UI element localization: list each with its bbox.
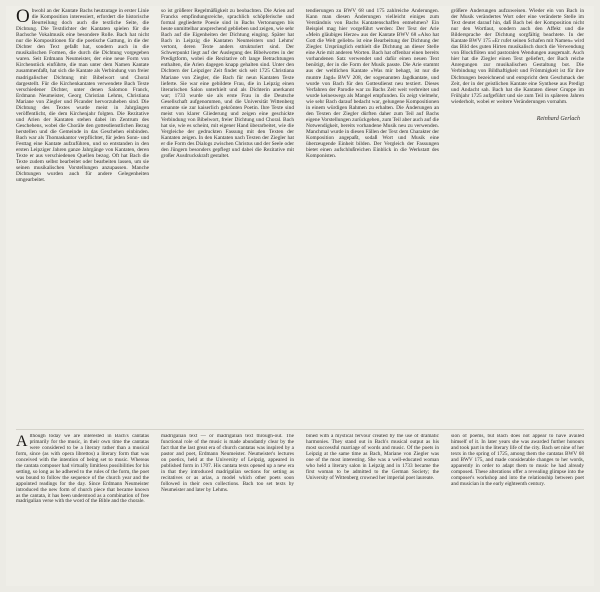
german-col3-text: tendierungen zu BWV 68 und 175 zahlreiche Änderungen. Kann man diesen Änderungen vielleicht einiges zum Verständnis von Bachs Kantatenschaffen entnehmen? Ein Beispiel mag hier vorgeführt werden: Der Text der Arie »Mein gläubiges Herze« aus der Kantate BWV 68 »Also hat Gott die Welt geliebt« ist eine Bearbeitung der Dichtung der Ziegler. Ursprünglich enthielt die Dichtung an dieser Stelle eine Arie mit anderen Worten. Bach hat offenbar einen bereits vorhandenen Satz verwendet und dafür einen neuen Text benötigt, der in die Form der Musik passte. Die Arie stammt aus der weltlichen Kantate »Was mir behagt, ist nur die muntre Jagd« BWV 208, der sogenannten Jagdkantate, und wurde von Bach für den Gottesdienst neu textiert. Dieses Verfahren der Parodie war zu Bachs Zeit weit verbreitet und wurde keineswegs als Mangel empfunden. Es zeigt vielmehr, wie sehr Bach darauf bedacht war, gelungene Kompositionen in einem würdigen Rahmen zu erhalten. Die Änderungen an den Texten der Ziegler dürften daher zum Teil auf Bachs eigene Vorstellungen zurückgehen, zum Teil aber auch auf die Notwendigkeit, bereits vorhandene Musik neu zu verwenden. Manchmal wurde in diesen Fällen der Text dem Charakter der Komposition angepaßt, sodaß Wort und Musik eine überzeugende Einheit bilden. Der Vergleich der Fassungen bietet einen aufschlußreichen Einblick in die Werkstatt des Komponisten. <box>306 8 439 160</box>
german-text-section <box>16 8 584 426</box>
german-col2-text: so ist größerer Regelmäßigkeit zu beobachten. Die Arien auf Francks empfindungsreiche, sprachlich schöpferische und formal gegliederte Poesie sind in Bachs Vertonungen bis heute unmittelbar ansprechend geblieben und zeigen, wie sehr Bach auf die Eigenheiten der Dichtung einging. Später hat Bach in Leipzig die Kantaten Neumeisters und Lehms' vertont, deren Texte anders strukturiert sind. Der Schwerpunkt liegt auf der Auslegung des Bibelwortes in der Predigtform, wobei die Rezitative oft lange Betrachtungen enthalten, die Arien dagegen knapp gehalten sind. Unter den Dichtern der Leipziger Zeit findet sich seit 1725 Christiana Mariane von Ziegler, die Bach für neun Kantaten Texte lieferte. Sie war eine gebildete Frau, die in Leipzig einen literarischen Salon unterhielt und als Dichterin anerkannt war; 1733 wurde sie als erste Frau in die Deutsche Gesellschaft aufgenommen, und die Universität Wittenberg ernannte sie zur kaiserlich gekrönten Poetin. Ihre Texte sind meist von klarer Gliederung und zeigen eine geschickte Verbindung von Bibelwort, freier Dichtung und Choral. Bach hat sie, wie es scheint, mit eigener Hand überarbeitet, wie die Vergleiche der gedruckten Fassung mit den Texten der Kantaten zeigen. In den Kantaten nach Texten der Ziegler hat er die Form des Dialogs zwischen Christus und der Seele oder den Jüngern besonders gepflegt und dabei die Rezitative mit großer Ausdruckskraft gestaltet. <box>161 8 294 160</box>
dropcap-a: A <box>16 434 28 450</box>
german-col4-text: größere Änderungen aufzuweisen. Wieder ein von Bach in der Musik verändertes Wort oder eine veränderte Stelle im Text deutet darauf hin, daß Bach bei der Komposition nicht nur den Wortlaut, sondern auch den Affekt und die Bildersprache der Dichtung sorgfältig beachtete. In der Kantate BWV 175 »Er rufet seinen Schafen mit Namen« wird das Bild des guten Hirten musikalisch durch die Verwendung von Blockflöten und pastoralen Wendungen ausgemalt. Auch hier hat die Ziegler einen Text geliefert, der Bach reiche Anregungen zur musikalischen Gestaltung bot. Die Verbindung von Bildhaftigkeit und Frömmigkeit ist für ihre Dichtungen bezeichnend und entspricht dem Geschmack der Zeit, der in der geistlichen Kantate eine Synthese aus Predigt und Andacht sah. Bach hat die Kantaten dieser Gruppe im Frühjahr 1725 aufgeführt und sie zum Teil in späteren Jahren wiederholt, wobei er weitere Veränderungen vornahm. <box>451 8 584 105</box>
english-col3-text: bined with a mystical fervour created by the use of dramatic harmonies. They stand out in Bach's musical output as his most successful marriage of words and music. Of the poets in Leipzig at the same time as Bach, Mariane von Ziegler was one of the most interesting. She was a well-educated woman who held a literary salon in Leipzig and in 1733 became the first woman to be admitted to the German Society; the University of Wittenberg crowned her imperial poet laureate. <box>306 434 439 481</box>
english-col1-text: lthough today we are interested in Bach's cantatas primarily for the music, in their own time the cantatas were considered to be a literary rather than a musical form, since (as with opera librettos) a literary form that was conceived with the intention of being set to music. Whereas the cantata composer had virtually limitless possibilities for his setting, so long as he adhered to the rules of the form, the poet was bound to follow the sequence of the church year and the appointed readings for the day. Since Erdmann Neumeister introduced the new form of church piece that became known as the cantata, it has been understood as a combination of free madrigalian verse with the word of the Bible and the chorale. <box>16 434 149 505</box>
english-column-2 <box>161 434 294 584</box>
dropcap-o: O <box>16 8 30 27</box>
english-column-3 <box>306 434 439 584</box>
english-col4-text: sion of poems, but Bach does not appear to have availed himself of it. In later years she was awarded further honours and took part in the literary life of the city. Bach set nine of her texts in the spring of 1725, among them the cantatas BWV 68 and BWV 175, and made considerable changes to her words, apparently in order to adapt them to music he had already composed. These alterations offer a revealing glimpse into the composer's workshop and into the relationship between poet and musician in the early eighteenth century. <box>451 434 584 487</box>
german-column-2 <box>161 8 294 426</box>
german-column-4 <box>451 8 584 426</box>
english-text-section <box>16 434 584 584</box>
german-column-1 <box>16 8 149 426</box>
german-col1-text: bwohl an der Kantate Bachs heutzutage in erster Linie die Komposition interessiert, erfordert die historische Beurteilung doch auch die textliche Seite, die Dichtung. Die Textdichter der Kantaten spielen für die Bachsche Vokalmusik eine besondere Rolle. Bach hat nicht nur die Kompositionen für die poetische Gattung, in die der Dichter den Text gefaßt hat, sondern auch in die musikalischen Formen, die durch die Dichtung vorgegeben waren. Seit Erdmann Neumeister, der eine neue Form von Kirchenstück einführte, die man unter dem Namen Kantate zusammenfaßt, hat sich die Kantate als Verbindung von freier madrigalischer Dichtung mit Bibelwort und Choral dargestellt. Für die Kirchenkantaten verwendete Bach Texte verschiedener Dichter, unter denen Salomon Franck, Erdmann Neumeister, Georg Christian Lehms, Christiana Mariane von Ziegler und Picander hervorzuheben sind. Die Dichtung des Textes wurde meist in Jahrgängen veröffentlicht, die dem Kirchenjahr folgten. Die Rezitative und Arien der Kantaten stehen dabei im Zentrum des Geschehens, wobei die Choräle den gottesdienstlichen Bezug herstellen und die Gemeinde in das Geschehen einbinden. Bach war als Thomaskantor verpflichtet, für jeden Sonn- und Festtag eine Kantate aufzuführen, und so entstanden in den ersten Leipziger Jahren ganze Jahrgänge von Kantaten, deren Texte er aus verschiedenen Quellen bezog. Oft hat Bach die Texte zudem selbst bearbeitet oder bearbeiten lassen, um sie seinen musikalischen Vorstellungen anzupassen. Manche Dichtungen wurden auch für andere Gelegenheiten umgearbeitet. <box>16 8 149 184</box>
section-divider <box>16 429 584 430</box>
liner-notes-page <box>6 6 594 586</box>
english-column-4 <box>451 434 584 584</box>
english-col2-text: madrigalian text — or madrigalian text through-out. The functional role of the music is made abundantly clear by the fact that the last great era of church cantatas was inspired by a pastor and poet, Erdmann Neumeister. Neumeister's lectures on poetics, held at the University of Leipzig, appeared in published form in 1707. His cantata texts opened up a new era in that they introduced madrigalian sections for setting as recitatives or as arias, a model which other poets soon followed in their own collections. Bach too set texts by Neumeister and later by Lehms. <box>161 434 294 493</box>
german-column-3 <box>306 8 439 426</box>
english-column-1 <box>16 434 149 584</box>
author-signature: Reinhard Gerlach <box>536 115 580 122</box>
